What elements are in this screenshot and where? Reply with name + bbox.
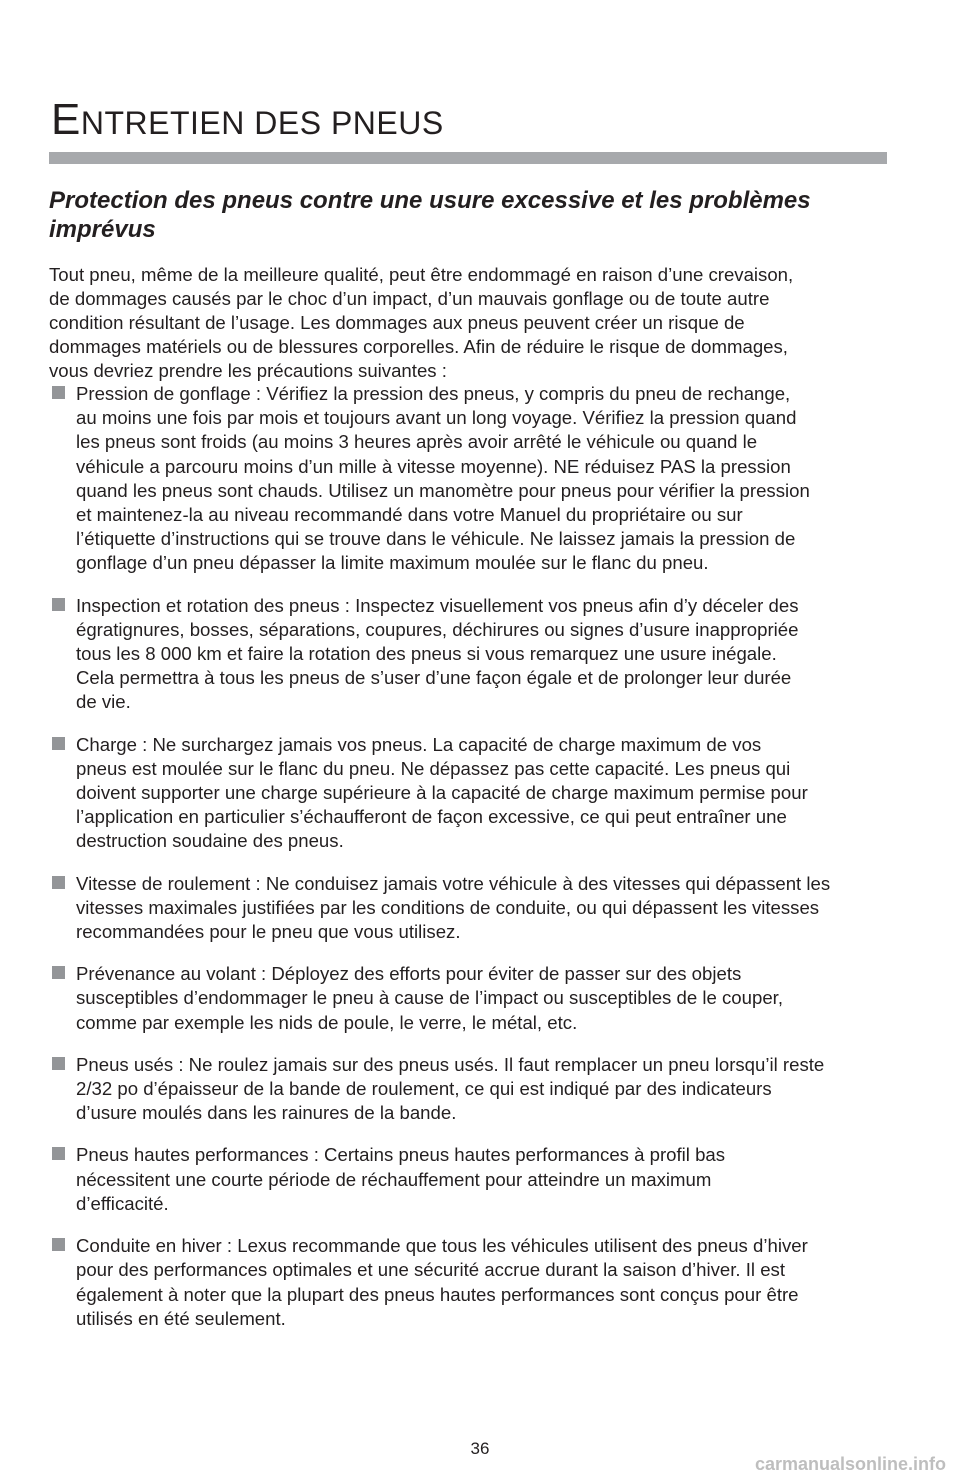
precaution-line: gonflage d’un pneu dépasser la limite maximum moulée sur le flanc du pneu. bbox=[76, 552, 709, 574]
precaution-line: Pression de gonflage : Vérifiez la pression des pneus, y compris du pneu de rechange, bbox=[76, 383, 791, 404]
watermark: carmanualsonline.info bbox=[754, 1454, 946, 1474]
precaution-line: quand les pneus sont chauds. Utilisez un manomètre pour pneus pour vérifier la pression bbox=[76, 479, 810, 501]
precaution-line: véhicule a parcouru moins d’un mille à vitesse moyenne). NE réduisez PAS la pression bbox=[76, 455, 791, 477]
precaution-line: et maintenez-la au niveau recommandé dans votre Manuel du propriétaire ou sur bbox=[76, 504, 743, 526]
precaution-item bbox=[49, 382, 899, 576]
precautions-list bbox=[49, 382, 899, 1349]
section-subheading: Protection des pneus contre une usure excessive et les problèmes imprévus bbox=[49, 187, 811, 243]
precaution-item bbox=[49, 594, 899, 715]
precaution-line: comme par exemple les nids de poule, le verre, le métal, etc. bbox=[76, 1011, 578, 1033]
intro-paragraph bbox=[49, 263, 889, 383]
precaution-line: égratignures, bosses, séparations, coupures, déchirures ou signes d’usure inappropriée bbox=[76, 618, 799, 640]
square-bullet-icon bbox=[52, 1147, 65, 1160]
precaution-item bbox=[49, 962, 899, 1035]
precaution-line: vitesses maximales justifiées par les conditions de conduite, ou qui dépassent les vitesses bbox=[76, 896, 820, 918]
precaution-item bbox=[49, 1143, 899, 1216]
precaution-line: doivent supporter une charge supérieure à la capacité de charge maximum permise pour bbox=[76, 782, 808, 804]
square-bullet-icon bbox=[52, 966, 65, 979]
precaution-item bbox=[49, 872, 899, 945]
square-bullet-icon bbox=[52, 737, 65, 750]
intro-line: de dommages causés par le choc d’un impact, d’un mauvais gonflage ou de toute autre bbox=[49, 288, 770, 309]
precaution-line: destruction soudaine des pneus. bbox=[76, 830, 344, 852]
precaution-line: l’application en particulier s’échaufferont de façon excessive, ce qui peut entraîner une bbox=[76, 806, 787, 828]
precaution-line: les pneus sont froids (au moins 3 heures après avoir arrêté le véhicule ou quand le bbox=[76, 431, 758, 453]
page-title-initial: E bbox=[51, 95, 81, 144]
precaution-line: utilisés en été seulement. bbox=[76, 1307, 286, 1329]
precaution-line: l’étiquette d’instructions qui se trouve dans le véhicule. Ne laissez jamais la pression de bbox=[76, 528, 796, 550]
precaution-line: Pneus usés : Ne roulez jamais sur des pneus usés. Il faut remplacer un pneu lorsqu’il reste bbox=[76, 1053, 825, 1075]
precaution-line: pour des performances optimales et une sécurité accrue durant la saison d’hiver. Il est bbox=[76, 1259, 786, 1281]
precaution-line: pneus est moulée sur le flanc du pneu. Ne dépassez pas cette capacité. Les pneus qui bbox=[76, 757, 791, 779]
precaution-line: d’usure moulés dans les rainures de la bande. bbox=[76, 1102, 457, 1124]
precaution-line: nécessitent une courte période de réchauffement pour atteindre un maximum bbox=[76, 1168, 712, 1190]
intro-line: vous devriez prendre les précautions suivantes : bbox=[49, 360, 447, 381]
precaution-line: Prévenance au volant : Déployez des efforts pour éviter de passer sur des objets bbox=[76, 963, 742, 985]
precaution-line: 2/32 po d’épaisseur de la bande de roulement, ce qui est indiqué par des indicateurs bbox=[76, 1078, 772, 1100]
precaution-line: au moins une fois par mois et toujours avant un long voyage. Vérifiez la pression quand bbox=[76, 407, 797, 429]
precaution-line: Charge : Ne surchargez jamais vos pneus. La capacité de charge maximum de vos bbox=[76, 733, 762, 755]
precaution-line: Inspection et rotation des pneus : Inspectez visuellement vos pneus afin d’y déceler des bbox=[76, 594, 799, 616]
precaution-line: tous les 8 000 km et faire la rotation des pneus si vous remarquez une usure inégale. bbox=[76, 643, 777, 665]
precaution-line: Pneus hautes performances : Certains pneus hautes performances à profil bas bbox=[76, 1144, 726, 1166]
intro-line: condition résultant de l’usage. Les dommages aux pneus peuvent créer un risque de bbox=[49, 312, 745, 333]
precaution-line: Cela permettra à tous les pneus de s’user d’une façon égale et de prolonger leur durée bbox=[76, 667, 792, 689]
square-bullet-icon bbox=[52, 1057, 65, 1070]
precaution-line: Conduite en hiver : Lexus recommande que tous les véhicules utilisent des pneus d’hiver bbox=[76, 1235, 808, 1257]
intro-line: dommages matériels ou de blessures corporelles. Afin de réduire le risque de dommages, bbox=[49, 336, 788, 357]
precaution-line: susceptibles d’endommager le pneu à cause de l’impact ou susceptibles de le couper, bbox=[76, 987, 783, 1009]
page-title bbox=[51, 95, 444, 145]
page-number: 36 bbox=[470, 1439, 490, 1458]
precaution-line: Vitesse de roulement : Ne conduisez jamais votre véhicule à des vitesses qui dépassent les bbox=[76, 872, 831, 894]
precaution-line: d’efficacité. bbox=[76, 1192, 169, 1214]
precaution-line: de vie. bbox=[76, 691, 131, 713]
title-divider bbox=[49, 152, 887, 164]
precaution-line: également à noter que la plupart des pneus hautes performances sont conçus pour être bbox=[76, 1283, 799, 1305]
square-bullet-icon bbox=[52, 876, 65, 889]
square-bullet-icon bbox=[52, 386, 65, 399]
page-title-rest: NTRETIEN DES PNEUS bbox=[80, 105, 444, 141]
precaution-line: recommandées pour le pneu que vous utilisez. bbox=[76, 921, 461, 943]
precaution-item bbox=[49, 1053, 899, 1126]
square-bullet-icon bbox=[52, 598, 65, 611]
precaution-item bbox=[49, 1234, 899, 1331]
intro-line: Tout pneu, même de la meilleure qualité, peut être endommagé en raison d’une crevaison, bbox=[49, 264, 794, 285]
square-bullet-icon bbox=[52, 1238, 65, 1251]
precaution-item bbox=[49, 733, 899, 854]
